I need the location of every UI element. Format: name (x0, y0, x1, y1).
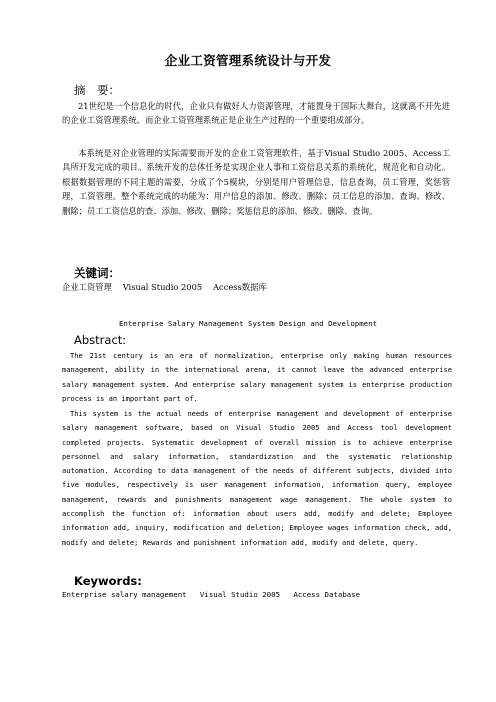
document-title: 企业工资管理系统设计与开发 (164, 53, 332, 68)
cn-abstract-paragraph-1 (62, 99, 450, 128)
cn-abstract-text-2: 本系统是对企业管理的实际需要而开发的企业工资管理软件，基于Visual Studio 2005、Access工具所开发完成的项目。系统开发的总体任务是实现企业人事和工资信息关系的系统化，规范化和自动化。根据数据管理的不同主题的需要，分成了个5模块，分别是用户管理信息，信息查询，员工管理，奖惩管理，工资管理。整个系统完成的功能为：用户信息的添加、修改、删除；员工信息的添加、查询、修改、删除；员工工资信息的查、添加、修改、删除；奖惩信息的添加、修改、删除、查询。 (62, 148, 450, 216)
en-abstract-label: Abstract: (74, 333, 127, 347)
cn-keywords-label: 关键词： (74, 266, 120, 280)
en-keywords: Enterprise salary management Visual Studio 2005 Access Database (62, 590, 361, 599)
cn-keywords: 企业工资管理 Visual Studio 2005 Access数据库 (62, 282, 267, 292)
cn-abstract-label: 摘 要： (74, 83, 120, 97)
en-abstract-paragraph-2 (62, 407, 452, 550)
en-abstract-text-1: The 21st century is an era of normalization, enterprise only making human resources management, ability in the international arena, it cannot leave the advanced enterprise salary management system. And enterprise salary management system is enterprise production process is an important part of. (62, 351, 452, 403)
cn-abstract-text-1: 21世纪是一个信息化的时代，企业只有做好人力资源管理，才能置身于国际大舞台，这就离不开先进的企业工资管理系统。而企业工资管理系统正是企业生产过程的一个重要组成部分。 (62, 101, 450, 126)
cn-abstract-paragraph-2 (62, 146, 450, 218)
en-abstract-text-2: This system is the actual needs of enterprise management and development of enterprise salary management software, based on Visual Studio 2005 and Access tool development completed projects. Systematic development of overall mission is to achieve enterprise personnel and salary information, standardization and the systematic relationship automation. According to data management of the needs of different subjects, divided into five modules, respectively is user management information, information query, employee management, rewards and punishments management wage management. The whole system to accomplish the function of: information about users add, modify and delete; Employee information add, inquiry, modification and deletion; Employee wages information check, add, modify and delete; Rewards and punishment information add, modify and delete, query. (62, 409, 452, 547)
en-abstract-paragraph-1 (62, 349, 452, 406)
en-keywords-label: Keywords: (74, 574, 142, 588)
english-title: Enterprise Salary Management System Design and Development (118, 319, 378, 328)
